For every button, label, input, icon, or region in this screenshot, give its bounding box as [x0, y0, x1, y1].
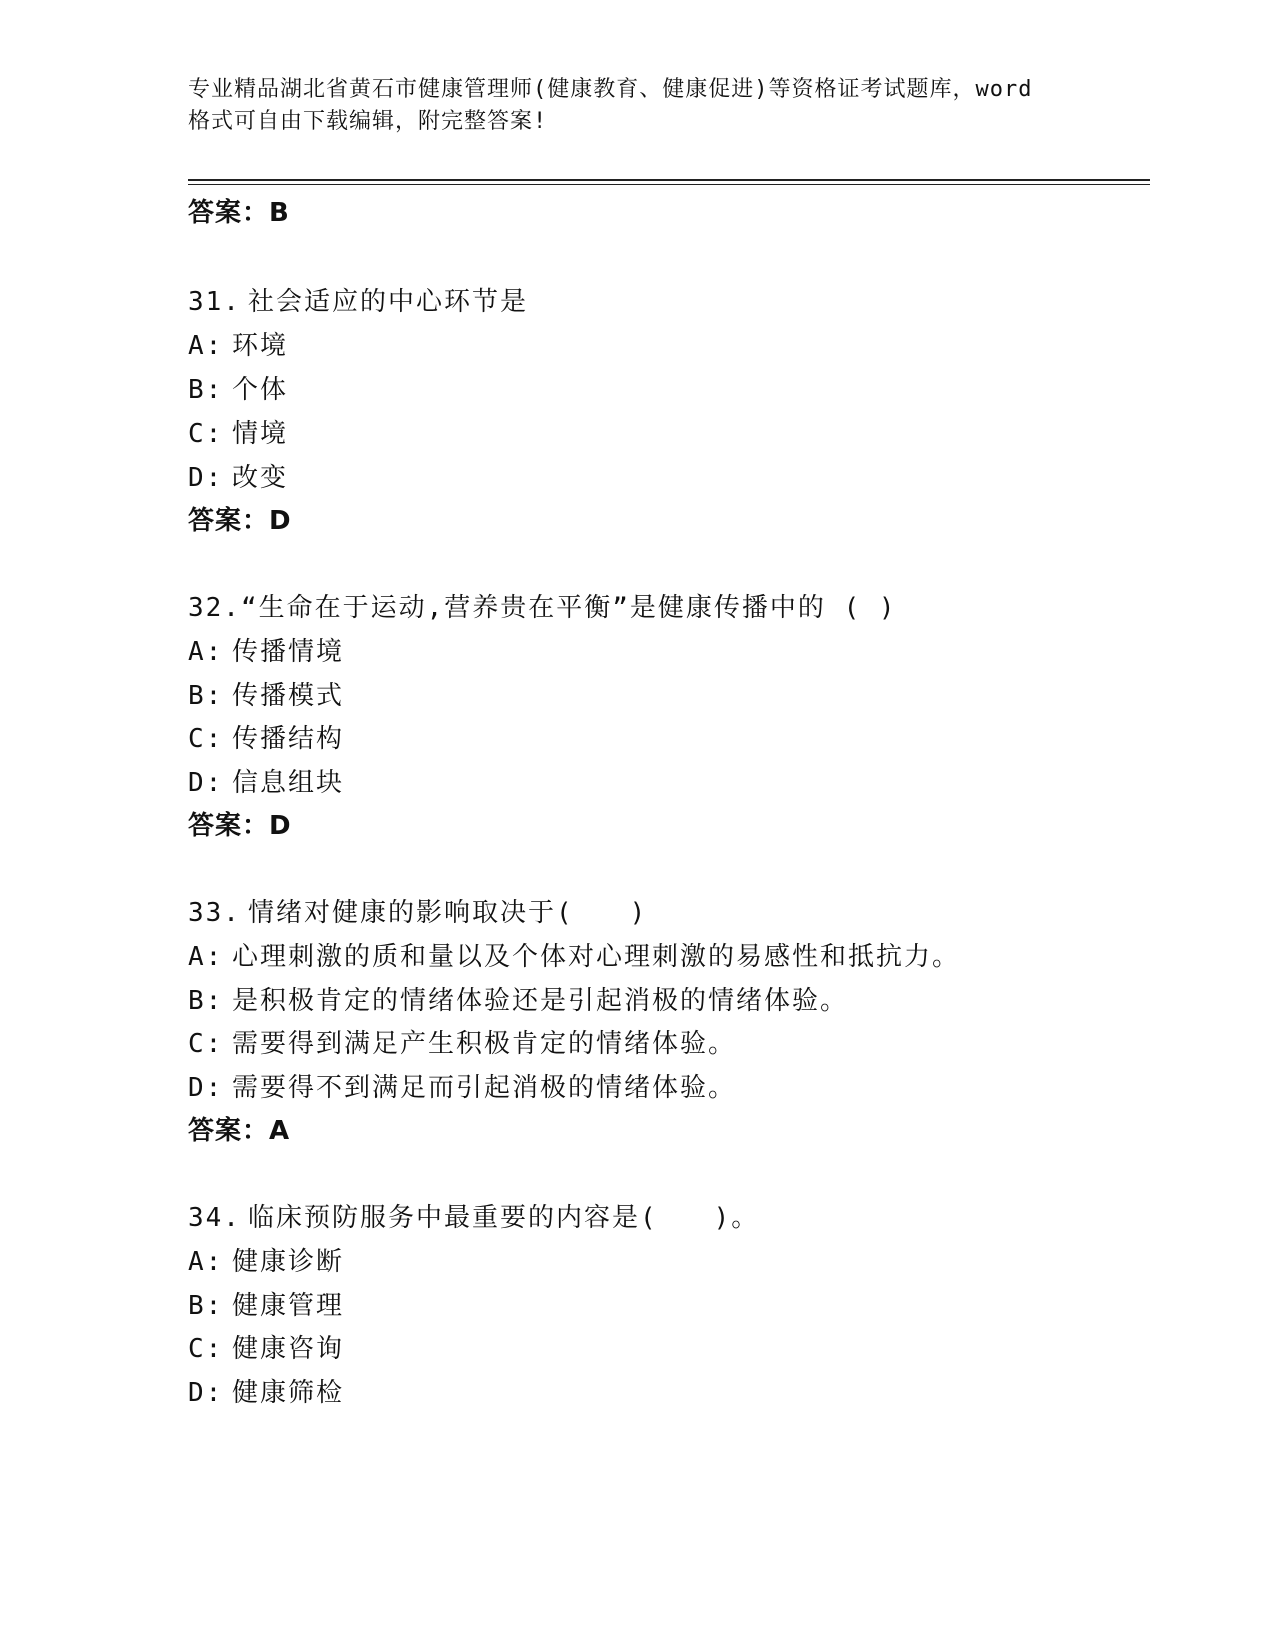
question-34	[188, 1197, 759, 1234]
question-31-option-d	[188, 457, 288, 494]
option-key: C:	[188, 1334, 224, 1364]
question-32-option-d	[188, 762, 344, 799]
option-text: 需要得到满足产生积极肯定的情绪体验。	[232, 1029, 737, 1059]
header-divider-thick	[188, 179, 1150, 181]
question-31-answer: 答案：D	[188, 506, 292, 536]
question-stem: “生命在于运动,营养贵在平衡”是健康传播中的 ( )	[240, 593, 897, 623]
option-key: A:	[188, 1247, 224, 1277]
option-text: 改变	[232, 463, 289, 493]
option-key: A:	[188, 942, 224, 972]
question-34-option-a	[188, 1241, 344, 1278]
question-31-option-a	[188, 325, 288, 362]
question-number: 31.	[188, 287, 241, 317]
option-key: D:	[188, 768, 224, 798]
option-key: A:	[188, 637, 224, 667]
option-key: D:	[188, 1073, 224, 1103]
option-key: B:	[188, 986, 224, 1016]
option-key: D:	[188, 1378, 224, 1408]
option-text: 是积极肯定的情绪体验还是引起消极的情绪体验。	[232, 986, 849, 1016]
option-text: 信息组块	[232, 768, 345, 798]
question-34-option-c	[188, 1328, 344, 1365]
option-text: 健康咨询	[232, 1334, 345, 1364]
question-number: 34.	[188, 1203, 241, 1233]
option-text: 健康筛检	[232, 1378, 345, 1408]
option-text: 心理刺激的质和量以及个体对心理刺激的易感性和抵抗力。	[232, 942, 961, 972]
question-32-answer: 答案：D	[188, 811, 292, 841]
question-stem: 社会适应的中心环节是	[248, 287, 529, 317]
question-31-option-c	[188, 413, 288, 450]
question-34-option-b	[188, 1285, 344, 1322]
question-32-option-a	[188, 631, 344, 668]
option-key: D:	[188, 463, 224, 493]
question-31-option-b	[188, 369, 288, 406]
question-number: 32.	[188, 593, 241, 623]
question-32-option-c	[188, 718, 344, 755]
option-text: 环境	[232, 331, 289, 361]
header-line-1: 专业精品湖北省黄石市健康管理师(健康教育、健康促进)等资格证考试题库，word	[188, 77, 1033, 102]
option-text: 情境	[232, 419, 289, 449]
option-text: 传播模式	[232, 681, 345, 711]
option-key: B:	[188, 375, 224, 405]
option-text: 需要得不到满足而引起消极的情绪体验。	[232, 1073, 737, 1103]
question-32	[188, 587, 897, 624]
document-header	[188, 74, 1108, 138]
option-key: B:	[188, 1291, 224, 1321]
option-key: A:	[188, 331, 224, 361]
question-34-option-d	[188, 1372, 344, 1409]
question-stem: 情绪对健康的影响取决于( )	[248, 898, 648, 928]
option-text: 健康管理	[232, 1291, 345, 1321]
header-divider-thin	[188, 184, 1150, 185]
question-33-option-d	[188, 1067, 736, 1104]
question-33-answer: 答案：A	[188, 1116, 291, 1146]
option-key: B:	[188, 681, 224, 711]
option-text: 健康诊断	[232, 1247, 345, 1277]
option-key: C:	[188, 419, 224, 449]
option-text: 个体	[232, 375, 289, 405]
question-32-option-b	[188, 675, 344, 712]
question-33-option-b	[188, 980, 848, 1017]
option-key: C:	[188, 724, 224, 754]
previous-answer: 答案：B	[188, 198, 290, 228]
header-line-2: 格式可自由下载编辑，附完整答案!	[188, 109, 548, 134]
question-33-option-a	[188, 936, 960, 973]
question-31	[188, 281, 528, 318]
question-33-option-c	[188, 1023, 736, 1060]
option-key: C:	[188, 1029, 224, 1059]
question-stem: 临床预防服务中最重要的内容是( )。	[248, 1203, 760, 1233]
question-number: 33.	[188, 898, 241, 928]
option-text: 传播结构	[232, 724, 345, 754]
question-33	[188, 892, 647, 929]
option-text: 传播情境	[232, 637, 345, 667]
